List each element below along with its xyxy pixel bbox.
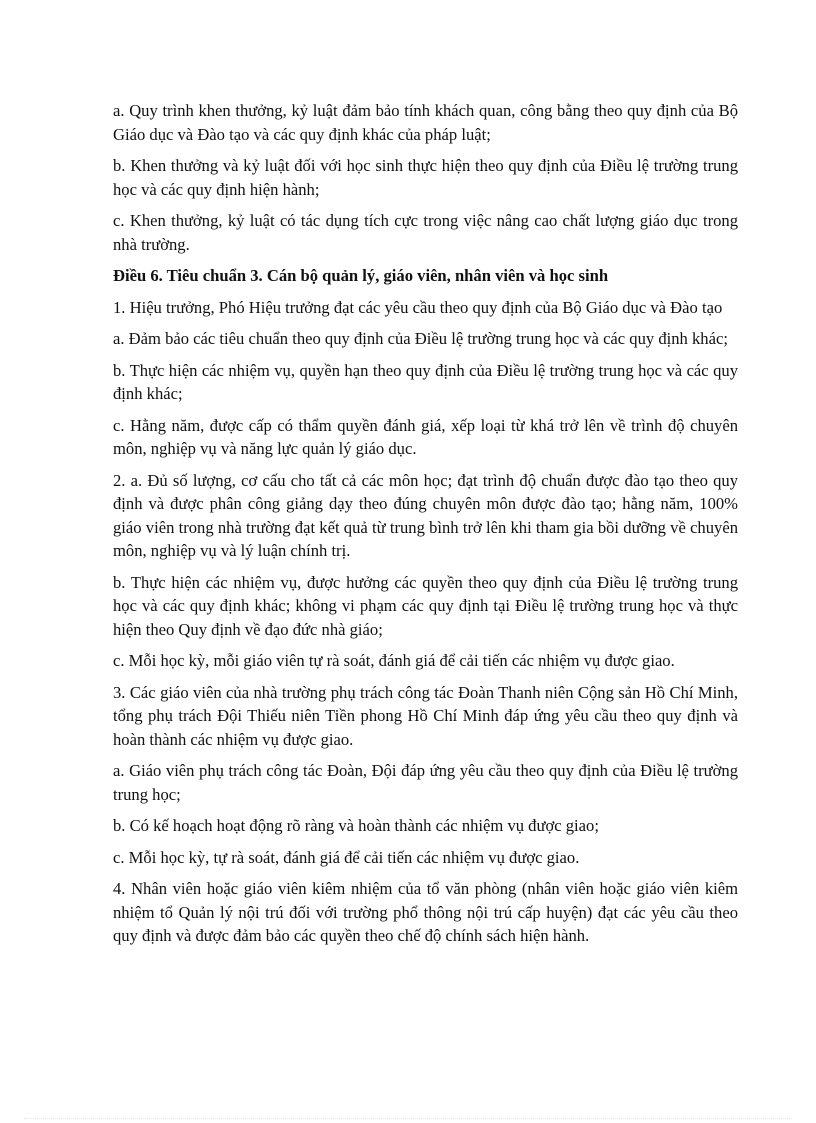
paragraph-principal-duties: b. Thực hiện các nhiệm vụ, quyền hạn theo quy định của Điều lệ trường trung học và các quy định khác; [113, 360, 738, 403]
paragraph-teacher-self-review: c. Mỗi học kỳ, mỗi giáo viên tự rà soát, đánh giá để cải tiến các nhiệm vụ được giao. [113, 651, 675, 670]
paragraph-principal-standards: a. Đảm bảo các tiêu chuẩn theo quy định của Điều lệ trường trung học và các quy định khác; [113, 329, 728, 348]
paragraph-activity-plan: b. Có kế hoạch hoạt động rõ ràng và hoàn thành các nhiệm vụ được giao; [113, 816, 599, 835]
paragraph-principal-evaluation: c. Hằng năm, được cấp có thẩm quyền đánh giá, xếp loại từ khá trở lên về trình độ chuyên môn, nghiệp vụ và năng lực quản lý giáo dục. [113, 415, 738, 458]
paragraph-student-discipline: b. Khen thưởng và kỷ luật đối với học sinh thực hiện theo quy định của Điều lệ trường trung học và các quy định hiện hành; [113, 156, 738, 199]
paragraph-youth-union-teachers: 3. Các giáo viên của nhà trường phụ trách công tác Đoàn Thanh niên Cộng sản Hồ Chí Minh, tổng phụ trách Đội Thiếu niên Tiền phong Hồ Chí Minh đáp ứng yêu cầu theo quy định và hoàn thành các nhiệm vụ được giao. [113, 682, 738, 749]
paragraph-teacher-duties: b. Thực hiện các nhiệm vụ, được hưởng các quyền theo quy định của Điều lệ trường trung học và các quy định khác; không vi phạm các quy định tại Điều lệ trường trung học và thực hiện theo Quy định về đạo đức nhà giáo; [113, 572, 738, 639]
paragraph-teacher-quantity: 2. a. Đủ số lượng, cơ cấu cho tất cả các môn học; đạt trình độ chuẩn được đào tạo theo quy định và được phân công giảng dạy theo đúng chuyên môn được đào tạo; hằng năm, 100% giáo viên trong nhà trường đạt kết quả từ trung bình trở lên khi tham gia bồi dưỡng về chuyên môn, nghiệp vụ và lý luận chính trị. [113, 470, 738, 560]
paragraph-office-staff: 4. Nhân viên hoặc giáo viên kiêm nhiệm của tổ văn phòng (nhân viên hoặc giáo viên kiêm nhiệm tổ Quản lý nội trú đối với trường phổ thông nội trú cấp huyện) đạt các yêu cầu theo quy định và được đảm bảo các quyền theo chế độ chính sách hiện hành. [113, 879, 738, 945]
article-6-heading: Điều 6. Tiêu chuẩn 3. Cán bộ quản lý, giáo viên, nhân viên và học sinh [113, 266, 609, 285]
paragraph-discipline-effect: c. Khen thưởng, kỷ luật có tác dụng tích cực trong việc nâng cao chất lượng giáo dục trong nhà trường. [113, 211, 738, 254]
document-body [113, 99, 738, 956]
paragraph-semester-review: c. Mỗi học kỳ, tự rà soát, đánh giá để cải tiến các nhiệm vụ được giao. [113, 847, 580, 867]
paragraph-discipline-process: a. Quy trình khen thưởng, kỷ luật đảm bảo tính khách quan, công bằng theo quy định của Bộ Giáo dục và Đào tạo và các quy định khác của pháp luật; [113, 101, 738, 144]
paragraph-principal-requirements: 1. Hiệu trưởng, Phó Hiệu trưởng đạt các yêu cầu theo quy định của Bộ Giáo dục và Đào tạo [113, 297, 723, 317]
page-bottom-divider [24, 1118, 792, 1119]
paragraph-youth-union-requirements: a. Giáo viên phụ trách công tác Đoàn, Đội đáp ứng yêu cầu theo quy định của Điều lệ trường trung học; [113, 761, 738, 804]
